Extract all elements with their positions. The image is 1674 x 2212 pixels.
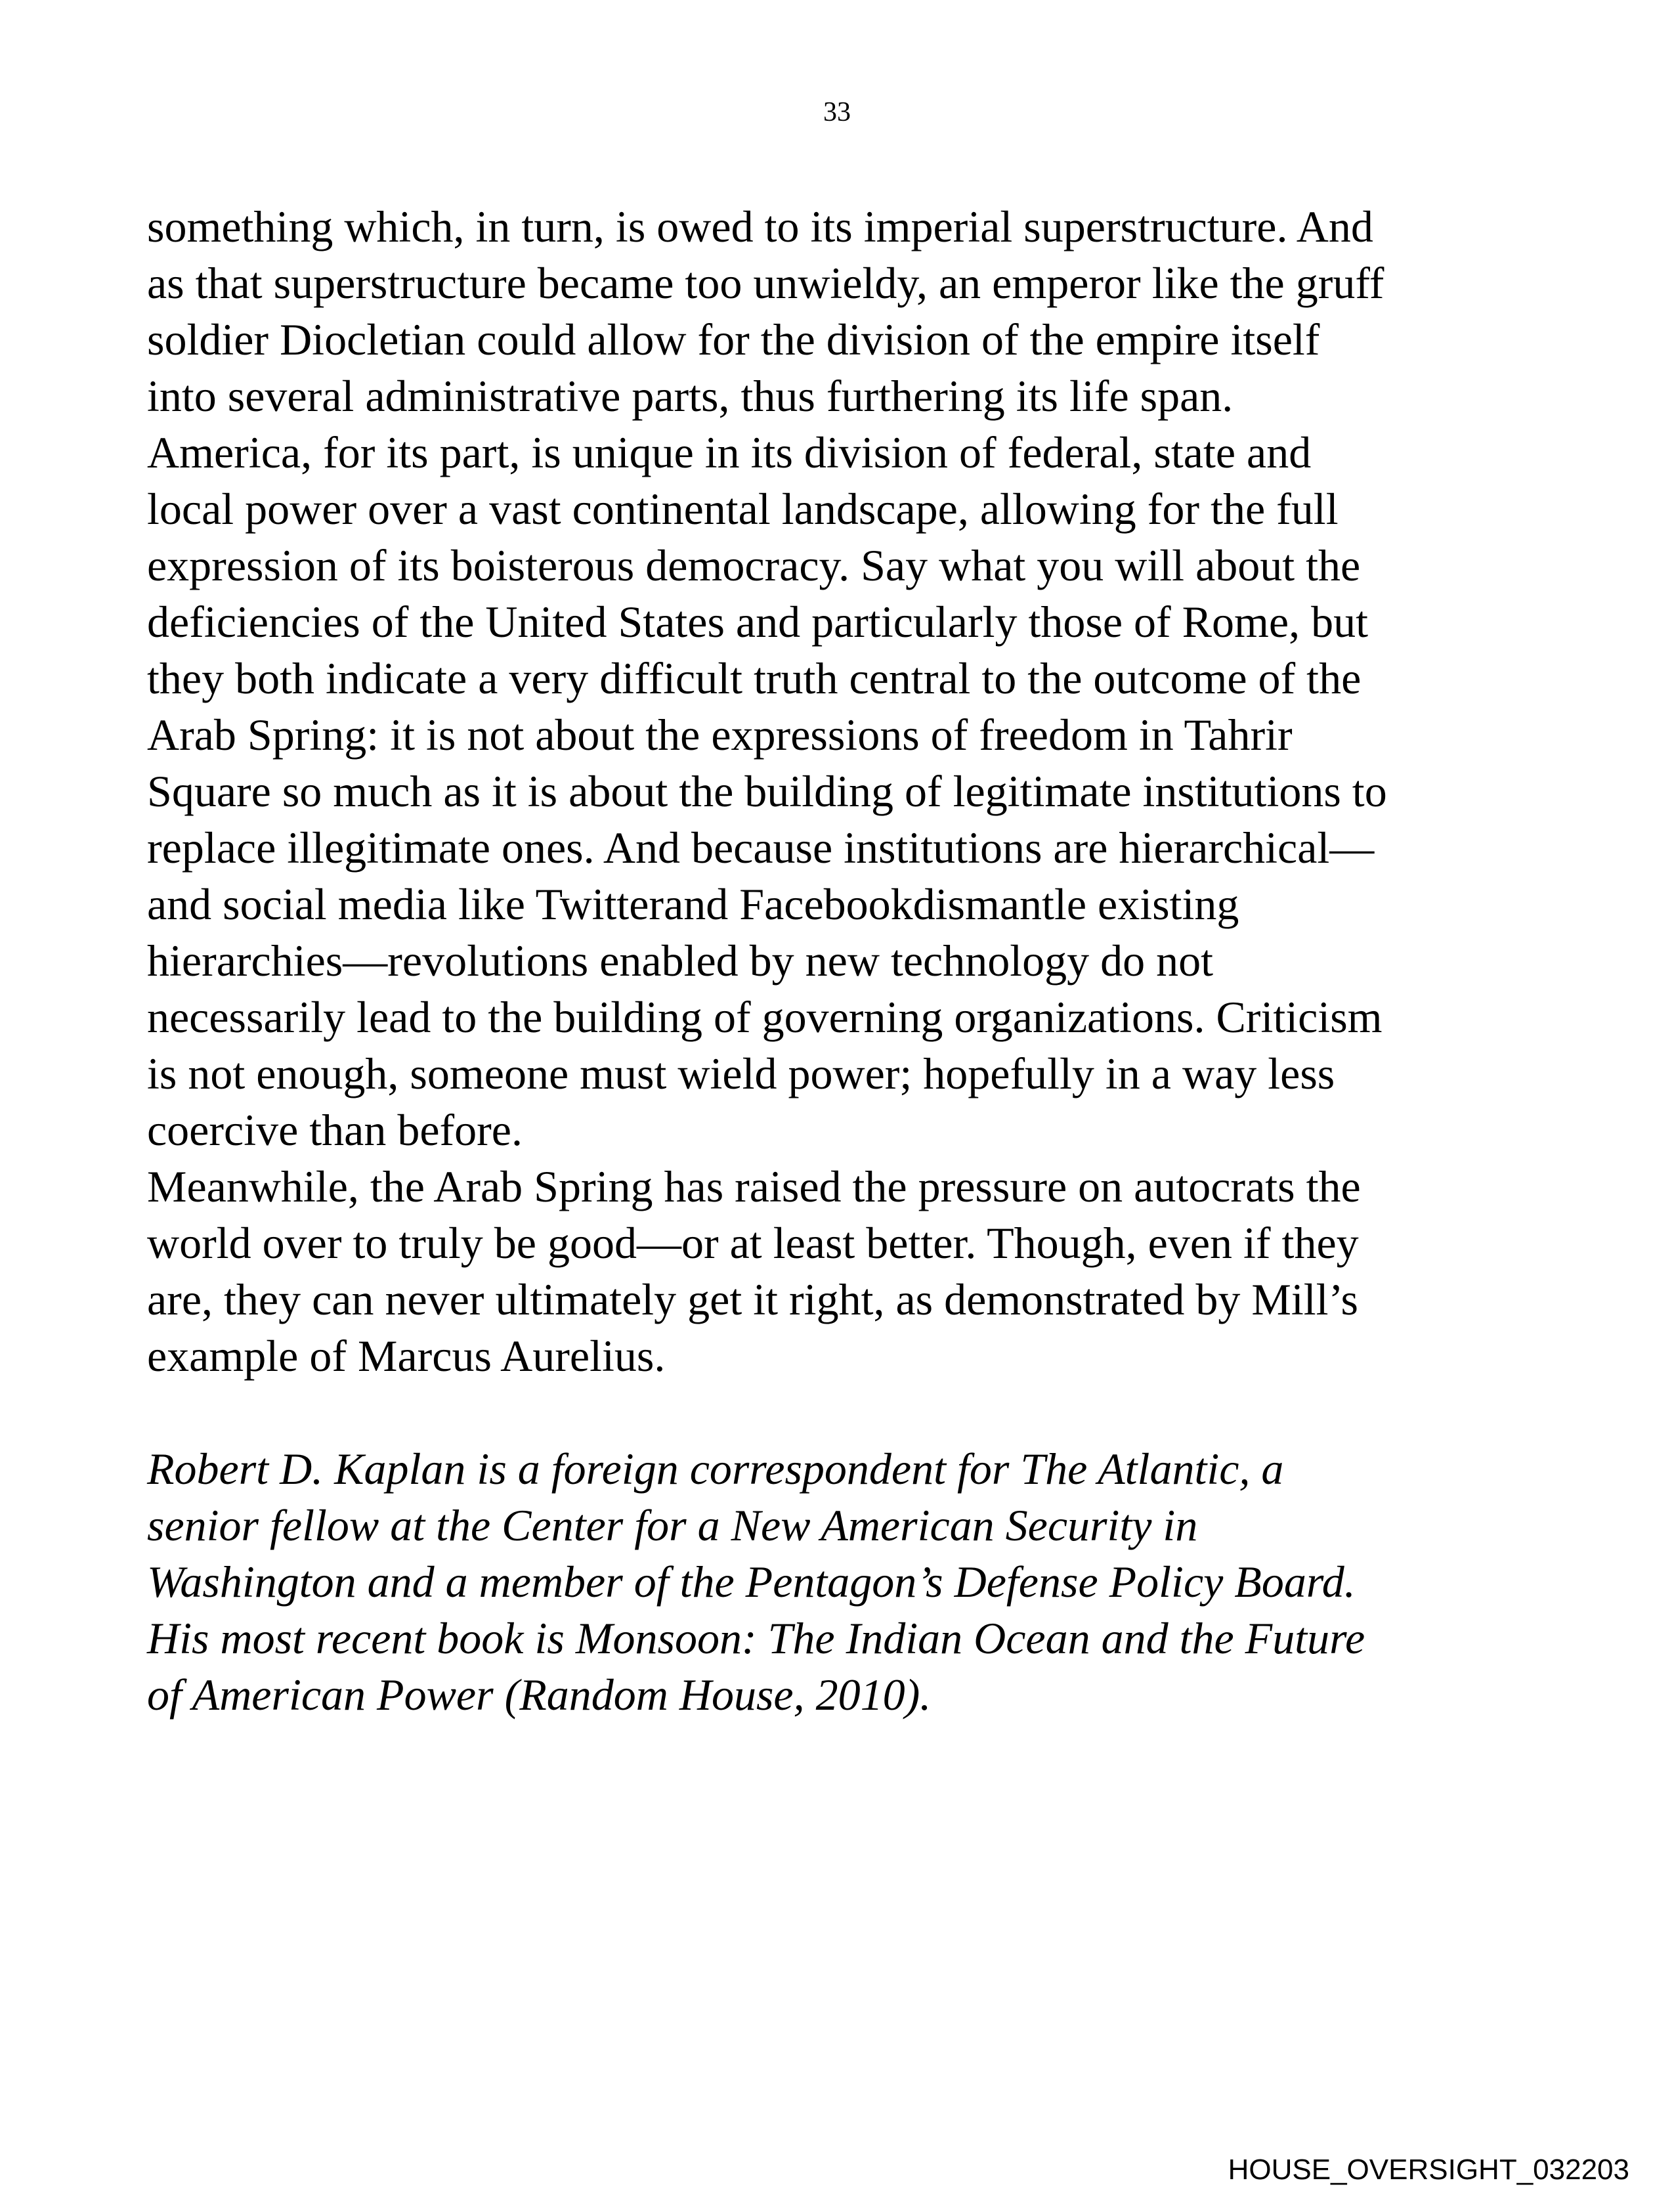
author-bio xyxy=(147,1441,1591,1723)
text-line: they both indicate a very difficult truth central to the outcome of the xyxy=(147,653,1362,703)
bio-line: Washington and a member of the Pentagon’s Defense Policy Board. xyxy=(147,1557,1356,1607)
text-line: Arab Spring: it is not about the expressions of freedom in Tahrir xyxy=(147,710,1293,760)
text-line: and social media like Twitterand Facebookdismantle existing xyxy=(147,879,1239,929)
text-line: replace illegitimate ones. And because institutions are hierarchical— xyxy=(147,823,1375,873)
text-line: Meanwhile, the Arab Spring has raised the pressure on autocrats the xyxy=(147,1161,1361,1211)
text-line: is not enough, someone must wield power; hopefully in a way less xyxy=(147,1049,1335,1098)
text-line: as that superstructure became too unwieldy, an emperor like the gruff xyxy=(147,258,1384,308)
body-text xyxy=(147,198,1591,1384)
text-line: soldier Diocletian could allow for the division of the empire itself xyxy=(147,314,1320,364)
text-line: necessarily lead to the building of governing organizations. Criticism xyxy=(147,992,1383,1042)
text-line: world over to truly be good—or at least better. Though, even if they xyxy=(147,1218,1359,1268)
text-line: America, for its part, is unique in its division of federal, state and xyxy=(147,427,1312,477)
text-line: something which, in turn, is owed to its imperial superstructure. And xyxy=(147,202,1373,251)
paragraph xyxy=(147,198,1591,1158)
bio-line: senior fellow at the Center for a New American Security in xyxy=(147,1500,1198,1550)
bio-line: His most recent book is Monsoon: The Indian Ocean and the Future xyxy=(147,1613,1365,1663)
text-line: into several administrative parts, thus furthering its life span. xyxy=(147,371,1234,421)
text-line: are, they can never ultimately get it right, as demonstrated by Mill’s xyxy=(147,1274,1358,1324)
bio-line: Robert D. Kaplan is a foreign correspondent for The Atlantic, a xyxy=(147,1444,1284,1494)
paragraph xyxy=(147,1158,1591,1384)
text-line: Square so much as it is about the building of legitimate institutions to xyxy=(147,766,1387,816)
text-line: coercive than before. xyxy=(147,1105,523,1155)
text-line: local power over a vast continental landscape, allowing for the full xyxy=(147,484,1339,534)
page-number: 33 xyxy=(823,97,851,127)
text-line: expression of its boisterous democracy. Say what you will about the xyxy=(147,540,1361,590)
text-line: hierarchies—revolutions enabled by new technology do not xyxy=(147,936,1213,986)
bates-stamp: HOUSE_OVERSIGHT_032203 xyxy=(1228,2154,1629,2186)
bio-line: of American Power (Random House, 2010). xyxy=(147,1670,932,1720)
text-line: example of Marcus Aurelius. xyxy=(147,1331,666,1381)
text-line: deficiencies of the United States and particularly those of Rome, but xyxy=(147,597,1369,647)
